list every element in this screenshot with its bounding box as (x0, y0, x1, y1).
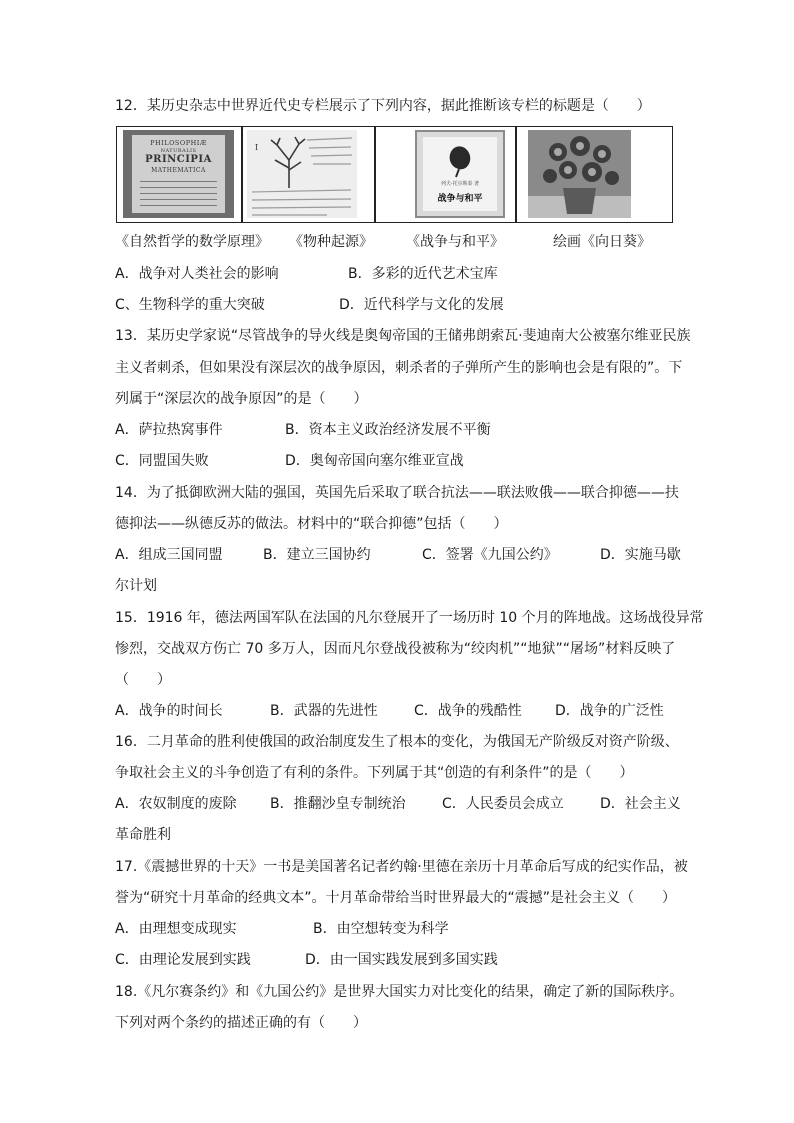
q12-option-c[interactable]: C、生物科学的重大突破 (115, 297, 265, 313)
q18-stem-line: 下列对两个条约的描述正确的有（ ） (115, 1015, 367, 1031)
principia-title-line: PHILOSOPHIÆ (150, 139, 207, 147)
q15-option-b[interactable]: B．武器的先进性 (270, 703, 378, 719)
q16-stem-line: 16．二月革命的胜利使俄国的政治制度发生了根本的变化，为俄国无产阶级反对资产阶级、 (115, 734, 679, 750)
q16-stem-line: 争取社会主义的斗争创造了有利的条件。下列属于其“创造的有利条件”的是（ ） (115, 765, 634, 781)
q12-stem: 12．某历史杂志中世界近代史专栏展示了下列内容，据此推断该专栏的标题是（ ） (115, 98, 651, 114)
svg-text:I: I (255, 143, 259, 152)
q14-stem-line: 德抑法——纵德反苏的做法。材料中的“联合抑德”包括（ ） (115, 516, 508, 532)
q15-stem-line: （ ） (115, 672, 171, 688)
war-and-peace-title: 战争与和平 (437, 194, 483, 204)
q17-option-c[interactable]: C．由理论发展到实践 (115, 952, 251, 968)
principia-title-line: PRINCIPIA (145, 154, 212, 165)
q12-option-d[interactable]: D．近代科学与文化的发展 (339, 297, 504, 313)
q12-caption-war-and-peace: 《战争与和平》 (406, 234, 504, 250)
q16-option-b[interactable]: B．推翻沙皇专制统治 (270, 796, 406, 812)
q13-stem-line: 13．某历史学家说“尽管战争的导火线是奥匈帝国的王储弗朗索瓦·斐迪南大公被塞尔维亚民族 (115, 328, 691, 344)
q13-option-b[interactable]: B．资本主义政治经济发展不平衡 (285, 422, 491, 438)
principia-title-line: NATURALIS (160, 148, 197, 154)
q14-option-d[interactable]: D．实施马歇 (600, 547, 681, 563)
q16-option-c[interactable]: C．人民委员会成立 (442, 796, 564, 812)
origin-of-species-sketch-image (247, 130, 357, 218)
q14-stem-line: 14．为了抵御欧洲大陆的强国，英国先后采取了联合抗法——联法败俄——联合抑德——扶 (115, 485, 679, 501)
war-and-peace-cover-image (415, 130, 505, 218)
q15-stem-line: 惨烈，交战双方伤亡 70 多万人，因而凡尔登战役被称为“绞肉机”“地狱”“屠场”材料反映了 (115, 641, 676, 657)
q16-option-d[interactable]: D．社会主义 (600, 796, 681, 812)
q17-option-a[interactable]: A．由理想变成现实 (115, 921, 237, 937)
q13-option-c[interactable]: C．同盟国失败 (115, 453, 209, 469)
q13-option-d[interactable]: D．奥匈帝国向塞尔维亚宣战 (285, 453, 464, 469)
principia-title-line: MATHEMATICA (151, 167, 206, 174)
q13-option-a[interactable]: A．萨拉热窝事件 (115, 422, 223, 438)
q14-option-b[interactable]: B．建立三国协约 (263, 547, 371, 563)
q13-stem-line: 主义者刺杀，但如果没有深层次的战争原因，刺杀者的子弹所产生的影响也会是有限的”。下 (115, 360, 683, 376)
q16-option-a[interactable]: A．农奴制度的废除 (115, 796, 237, 812)
q15-option-a[interactable]: A．战争的时间长 (115, 703, 223, 719)
q17-stem-line: 17.《震撼世界的十天》一书是美国著名记者约翰·里德在亲历十月革命后写成的纪实作品，被 (115, 859, 688, 875)
q12-option-b[interactable]: B．多彩的近代艺术宝库 (348, 266, 498, 282)
q17-option-d[interactable]: D．由一国实践发展到多国实践 (305, 952, 498, 968)
q17-stem-line: 誉为“研究十月革命的经典文本”。十月革命带给当时世界最大的“震撼”是社会主义（ ） (115, 890, 677, 906)
q13-stem-line: 列属于“深层次的战争原因”的是（ ） (115, 391, 368, 407)
q15-stem-line: 15．1916 年，德法两国军队在法国的凡尔登展开了一场历时 10 个月的阵地战。这场战役异常 (115, 610, 704, 626)
q12-caption-origin-of-species: 《物种起源》 (289, 234, 373, 250)
q12-caption-principia: 《自然哲学的数学原理》 (115, 234, 269, 250)
q16-option-d-continued[interactable]: 革命胜利 (115, 827, 171, 843)
sunflowers-painting-image (528, 130, 631, 218)
q12-option-a[interactable]: A．战争对人类社会的影响 (115, 266, 279, 282)
war-and-peace-author: 列夫·托尔斯泰 著 (440, 181, 480, 187)
q12-caption-sunflowers: 绘画《向日葵》 (553, 234, 651, 250)
q14-option-d-continued[interactable]: 尔计划 (115, 578, 157, 594)
q14-option-c[interactable]: C．签署《九国公约》 (422, 547, 558, 563)
q17-option-b[interactable]: B．由空想转变为科学 (313, 921, 449, 937)
principia-cover-image (123, 130, 234, 218)
q12-image-strip (116, 126, 673, 223)
q18-stem-line: 18.《凡尔赛条约》和《九国公约》是世界大国实力对比变化的结果，确定了新的国际秩序。 (115, 984, 684, 1000)
q15-option-d[interactable]: D．战争的广泛性 (555, 703, 664, 719)
q14-option-a[interactable]: A．组成三国同盟 (115, 547, 223, 563)
q15-option-c[interactable]: C．战争的残酷性 (414, 703, 522, 719)
